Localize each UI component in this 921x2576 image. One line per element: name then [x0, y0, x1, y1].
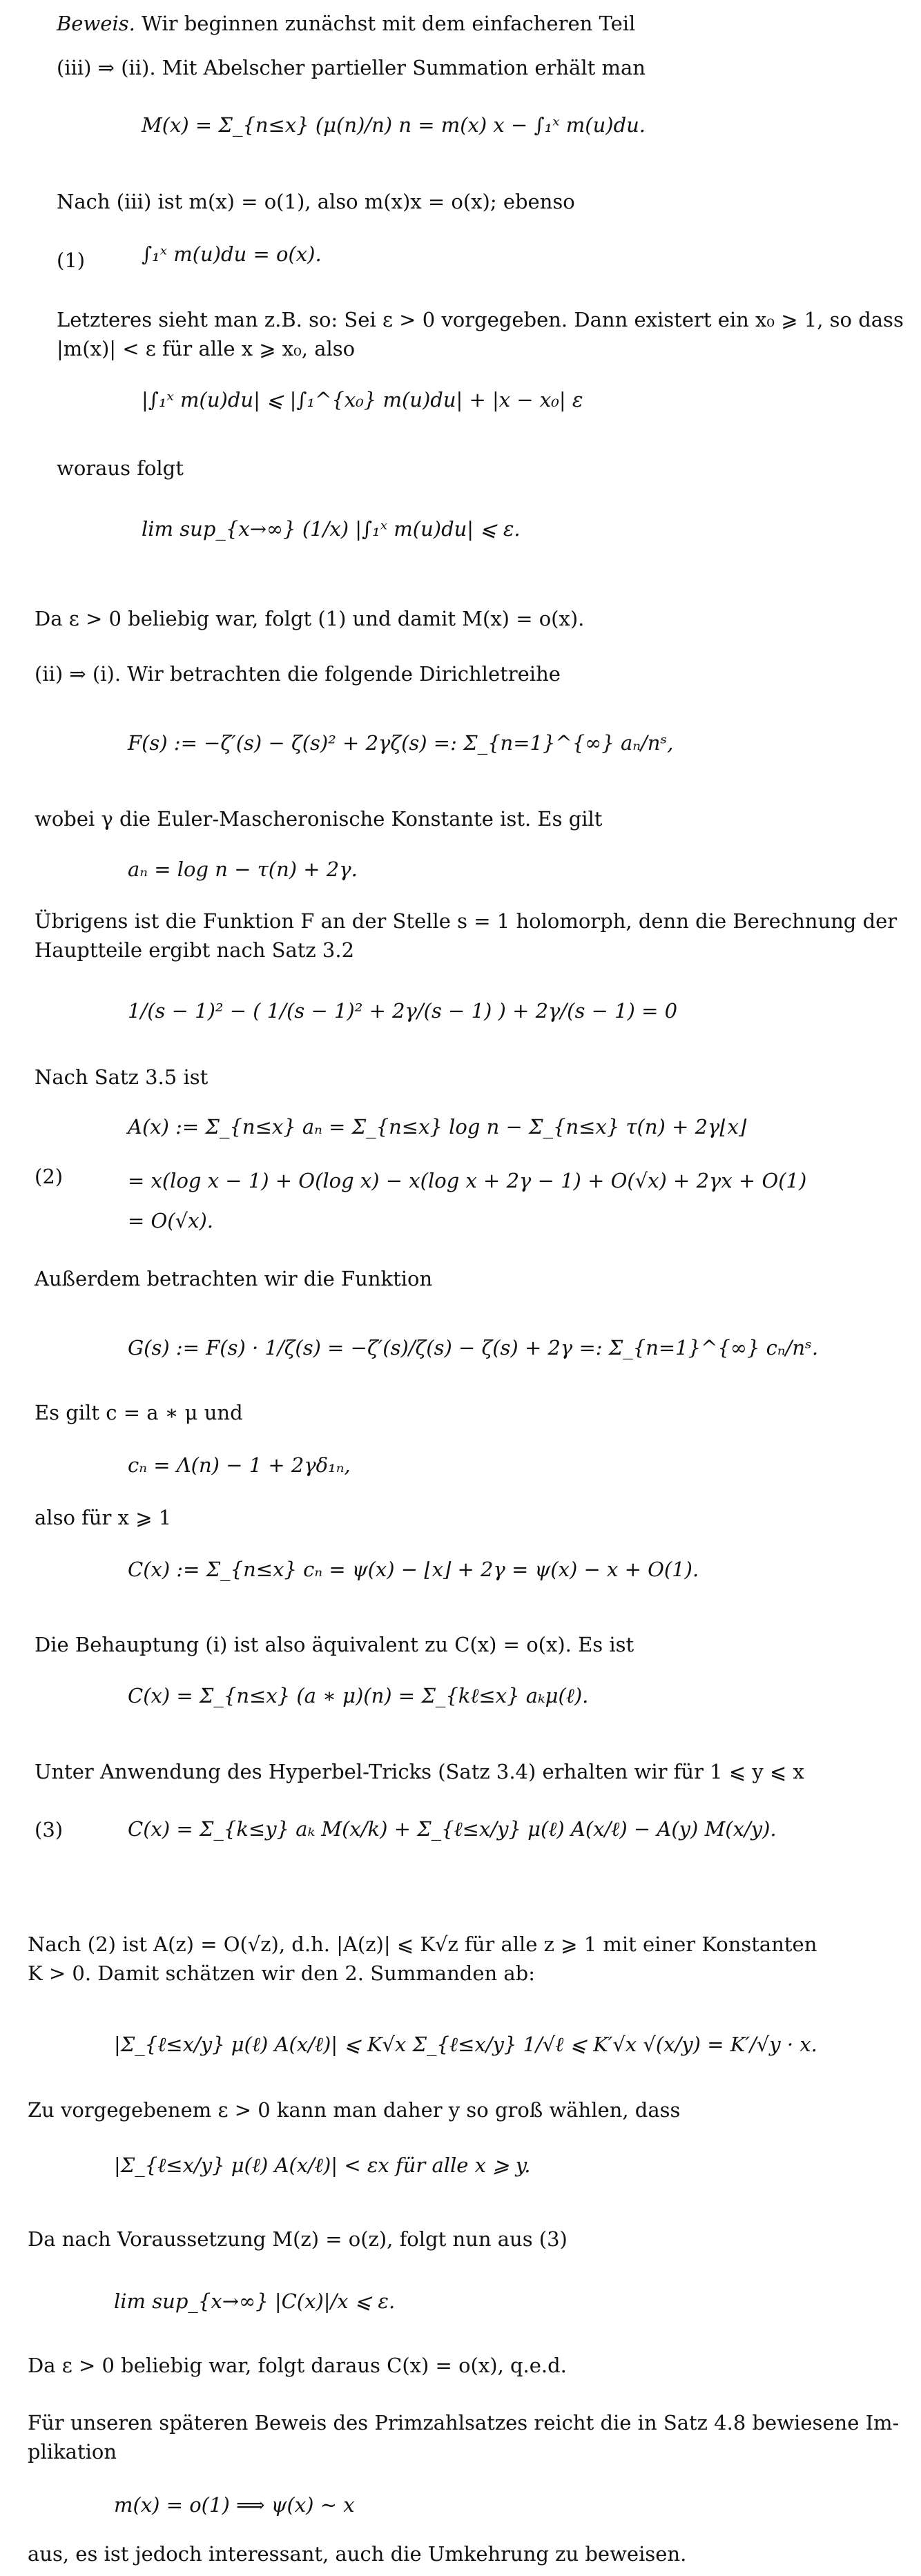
text-line: Übrigens ist die Funktion F an der Stelle s = 1 holomorph, denn die Berechnung der — [35, 909, 898, 933]
text-line: Für unseren späteren Beweis des Primzahlsatzes reicht die in Satz 4.8 bewiesene Im- — [28, 2411, 900, 2434]
text-line: Es gilt c = a ∗ μ und — [35, 1401, 243, 1424]
equation-number: (3) — [35, 1818, 64, 1841]
text-line: Unter Anwendung des Hyperbel-Tricks (Satz 3.4) erhalten wir für 1 ⩽ y ⩽ x — [35, 1760, 804, 1783]
display-formula: A(x) := Σ_{n≤x} aₙ = Σ_{n≤x} log n − Σ_{n≤x} τ(n) + 2γ⌊x⌋ — [128, 1115, 747, 1139]
text-line: plikation — [28, 2440, 117, 2463]
text-line: |m(x)| < ε für alle x ⩾ x₀, also — [57, 337, 356, 360]
display-formula: lim sup_{x→∞} (1/x) |∫₁ˣ m(u)du| ⩽ ε. — [142, 517, 521, 541]
text-line: Zu vorgegebenem ε > 0 kann man daher y so groß wählen, dass — [28, 2098, 681, 2122]
display-formula: cₙ = Λ(n) − 1 + 2γδ₁ₙ, — [128, 1453, 351, 1477]
equation-number: (1) — [57, 249, 86, 272]
display-formula: aₙ = log n − τ(n) + 2γ. — [128, 858, 358, 881]
text-line: (ii) ⇒ (i). Wir betrachten die folgende Dirichletreihe — [35, 662, 561, 686]
text-line: Nach Satz 3.5 ist — [35, 1065, 209, 1089]
display-formula: F(s) := −ζ′(s) − ζ(s)² + 2γζ(s) =: Σ_{n=1}^{∞} aₙ/nˢ, — [128, 731, 674, 755]
text-line: Hauptteile ergibt nach Satz 3.2 — [35, 938, 355, 962]
text-line: Nach (iii) ist m(x) = o(1), also m(x)x = o(x); ebenso — [57, 190, 575, 213]
text-line: also für x ⩾ 1 — [35, 1506, 172, 1529]
text-line: Die Behauptung (i) ist also äquivalent zu C(x) = o(x). Es ist — [35, 1633, 634, 1656]
display-formula: lim sup_{x→∞} |C(x)|/x ⩽ ε. — [114, 2289, 396, 2313]
display-formula: |Σ_{ℓ≤x/y} μ(ℓ) A(x/ℓ)| ⩽ K√x Σ_{ℓ≤x/y} 1/√ℓ ⩽ K′√x √(x/y) = K′/√y · x. — [114, 2033, 817, 2056]
text-line: (iii) ⇒ (ii). Mit Abelscher partieller Summation erhält man — [57, 56, 646, 79]
equation-number: (2) — [35, 1165, 64, 1188]
display-formula: 1/(s − 1)² − ( 1/(s − 1)² + 2γ/(s − 1) ) + 2γ/(s − 1) = 0 — [128, 999, 678, 1023]
text-line: Außerdem betrachten wir die Funktion — [35, 1267, 433, 1290]
display-formula: = O(√x). — [128, 1209, 213, 1232]
text-line: K > 0. Damit schätzen wir den 2. Summanden ab: — [28, 1962, 535, 1985]
display-formula: = x(log x − 1) + O(log x) − x(log x + 2γ − 1) + O(√x) + 2γx + O(1) — [128, 1169, 807, 1192]
text-line: woraus folgt — [57, 456, 184, 480]
text-line: Da nach Voraussetzung M(z) = o(z), folgt nun aus (3) — [28, 2227, 568, 2251]
display-formula: m(x) = o(1) ⟹ ψ(x) ∼ x — [114, 2493, 355, 2517]
display-formula: C(x) = Σ_{k≤y} aₖ M(x/k) + Σ_{ℓ≤x/y} μ(ℓ) A(x/ℓ) − A(y) M(x/y). — [128, 1817, 777, 1841]
display-formula: M(x) = Σ_{n≤x} (μ(n)/n) n = m(x) x − ∫₁ˣ m(u)du. — [142, 113, 646, 137]
display-formula: |∫₁ˣ m(u)du| ⩽ |∫₁^{x₀} m(u)du| + |x − x₀| ε — [142, 388, 583, 411]
display-formula: ∫₁ˣ m(u)du = o(x). — [142, 242, 322, 266]
text-line: wobei γ die Euler-Mascheronische Konstante ist. Es gilt — [35, 807, 603, 831]
text-line: Da ε > 0 beliebig war, folgt daraus C(x) = o(x), q.e.d. — [28, 2354, 567, 2377]
display-formula: C(x) := Σ_{n≤x} cₙ = ψ(x) − ⌊x⌋ + 2γ = ψ(x) − x + O(1). — [128, 1558, 699, 1581]
display-formula: |Σ_{ℓ≤x/y} μ(ℓ) A(x/ℓ)| < εx für alle x ⩾ y. — [114, 2153, 531, 2177]
text-line: Da ε > 0 beliebig war, folgt (1) und damit M(x) = o(x). — [35, 607, 585, 630]
text-line: Letzteres sieht man z.B. so: Sei ε > 0 vorgegeben. Dann existert ein x₀ ⩾ 1, so dass — [57, 308, 904, 331]
display-formula: G(s) := F(s) · 1/ζ(s) = −ζ′(s)/ζ(s) − ζ(s) + 2γ =: Σ_{n=1}^{∞} cₙ/nˢ. — [128, 1336, 819, 1359]
text-line: aus, es ist jedoch interessant, auch die Umkehrung zu beweisen. — [28, 2542, 687, 2566]
text-line: Beweis. Wir beginnen zunächst mit dem einfacheren Teil — [57, 12, 636, 35]
text-line: Nach (2) ist A(z) = O(√z), d.h. |A(z)| ⩽ K√z für alle z ⩾ 1 mit einer Konstanten — [28, 1933, 817, 1956]
display-formula: C(x) = Σ_{n≤x} (a ∗ μ)(n) = Σ_{kℓ≤x} aₖμ(ℓ). — [128, 1684, 589, 1707]
